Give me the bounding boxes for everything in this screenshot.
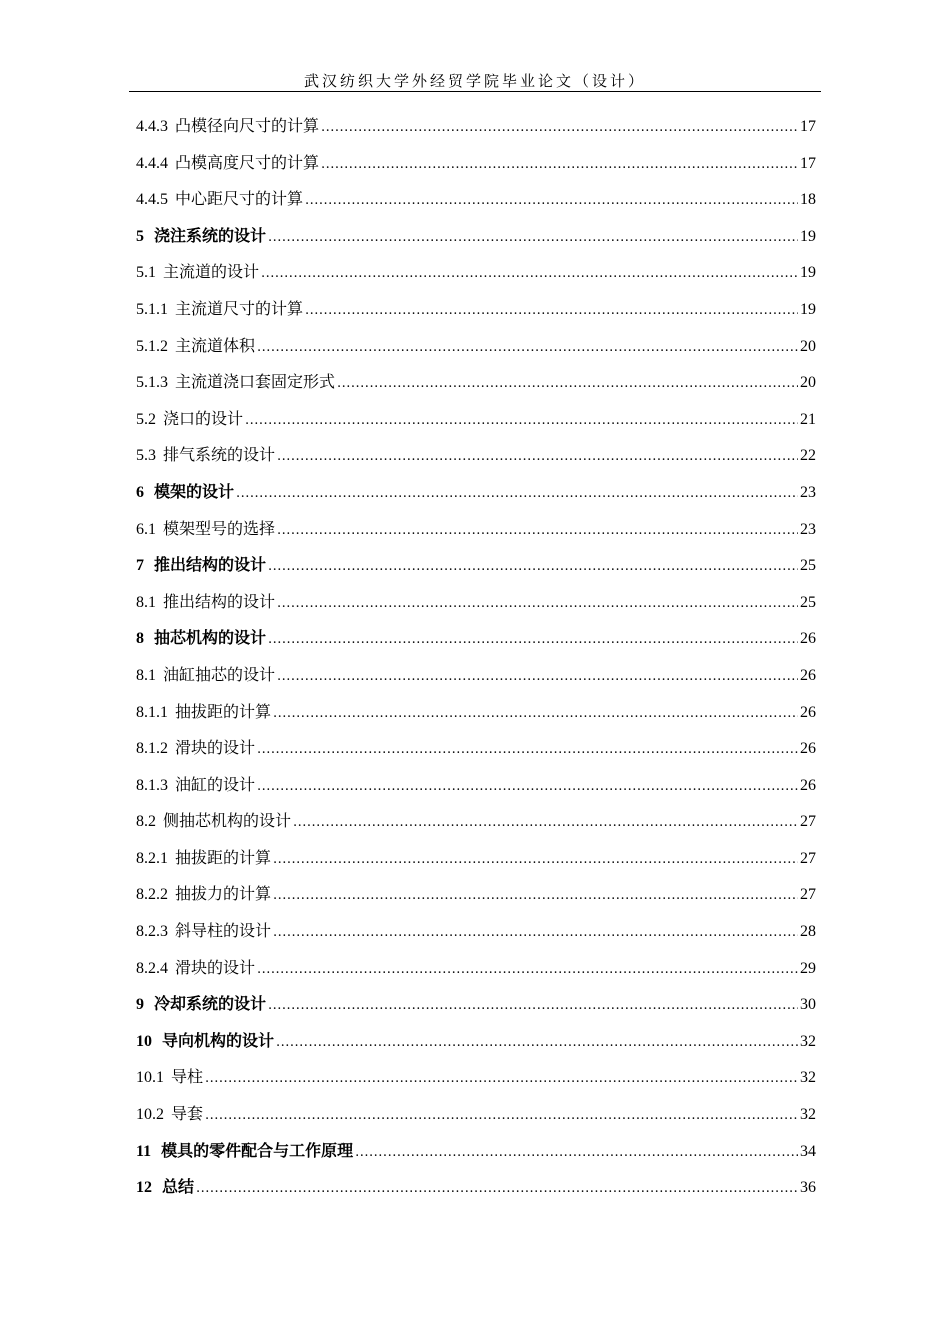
toc-entry-title: 主流道尺寸的计算 bbox=[175, 298, 304, 318]
toc-entry-page-number: 26 bbox=[800, 776, 816, 794]
toc-entry[interactable] bbox=[136, 218, 816, 255]
toc-entry-title: 模架型号的选择 bbox=[163, 518, 276, 538]
toc-entry-number: 5.2 bbox=[136, 410, 156, 428]
toc-entry-page-number: 27 bbox=[800, 886, 816, 904]
toc-dot-leader bbox=[273, 915, 798, 952]
toc-entry-page-number: 26 bbox=[800, 703, 816, 721]
toc-dot-leader bbox=[205, 1061, 798, 1098]
toc-entry-page-number: 30 bbox=[800, 996, 816, 1014]
toc-entry-title: 抽拔力的计算 bbox=[175, 884, 272, 904]
toc-entry-title: 滑块的设计 bbox=[175, 738, 256, 758]
toc-entry-title: 抽芯机构的设计 bbox=[154, 628, 267, 648]
toc-entry[interactable] bbox=[136, 254, 816, 291]
toc-entry[interactable] bbox=[136, 547, 816, 584]
toc-entry-page-number: 18 bbox=[800, 191, 816, 209]
toc-entry[interactable] bbox=[136, 730, 816, 767]
toc-entry-number: 5.1.1 bbox=[136, 300, 168, 318]
toc-entry-page-number: 21 bbox=[800, 410, 816, 428]
toc-entry-page-number: 19 bbox=[800, 264, 816, 282]
toc-entry-number: 10.1 bbox=[136, 1069, 164, 1087]
toc-entry[interactable] bbox=[136, 1133, 816, 1170]
toc-dot-leader bbox=[273, 878, 798, 915]
toc-entry-page-number: 23 bbox=[800, 520, 816, 538]
toc-entry-title: 浇口的设计 bbox=[163, 408, 244, 428]
toc-entry-title: 导向机构的设计 bbox=[162, 1030, 275, 1050]
toc-entry[interactable] bbox=[136, 511, 816, 548]
toc-entry-page-number: 28 bbox=[800, 923, 816, 941]
toc-entry-number: 8.2.1 bbox=[136, 849, 168, 867]
toc-entry-page-number: 26 bbox=[800, 630, 816, 648]
toc-entry-title: 中心距尺寸的计算 bbox=[175, 189, 304, 209]
toc-entry-number: 10 bbox=[136, 1032, 152, 1050]
toc-dot-leader bbox=[268, 549, 798, 586]
toc-entry[interactable] bbox=[136, 767, 816, 804]
toc-entry[interactable] bbox=[136, 620, 816, 657]
toc-entry-number: 11 bbox=[136, 1142, 152, 1160]
toc-entry-page-number: 36 bbox=[800, 1179, 816, 1197]
toc-dot-leader bbox=[245, 403, 798, 440]
toc-dot-leader bbox=[236, 476, 798, 513]
toc-entry-page-number: 32 bbox=[800, 1032, 816, 1050]
toc-dot-leader bbox=[321, 110, 798, 147]
toc-entry[interactable] bbox=[136, 913, 816, 950]
toc-entry[interactable] bbox=[136, 474, 816, 511]
toc-entry-title: 油缸的设计 bbox=[175, 774, 256, 794]
toc-entry[interactable] bbox=[136, 1059, 816, 1096]
toc-entry-title: 冷却系统的设计 bbox=[154, 994, 267, 1014]
toc-entry-number: 5.1 bbox=[136, 264, 156, 282]
toc-entry-number: 10.2 bbox=[136, 1106, 164, 1124]
toc-entry-number: 4.4.4 bbox=[136, 154, 168, 172]
toc-entry-title: 推出结构的设计 bbox=[163, 591, 276, 611]
toc-entry-title: 滑块的设计 bbox=[175, 957, 256, 977]
toc-entry-title: 凸模径向尺寸的计算 bbox=[175, 116, 320, 135]
toc-entry[interactable] bbox=[136, 145, 816, 182]
toc-dot-leader bbox=[337, 366, 798, 403]
toc-entry-title: 抽拔距的计算 bbox=[175, 701, 272, 721]
toc-dot-leader bbox=[257, 732, 798, 769]
toc-entry-page-number: 32 bbox=[800, 1106, 816, 1124]
toc-entry[interactable] bbox=[136, 181, 816, 218]
toc-entry-page-number: 19 bbox=[800, 300, 816, 318]
toc-entry[interactable] bbox=[136, 108, 816, 145]
toc-entry-title: 模架的设计 bbox=[154, 481, 235, 501]
toc-entry[interactable] bbox=[136, 328, 816, 365]
toc-entry-title: 主流道浇口套固定形式 bbox=[175, 372, 336, 392]
toc-entry-page-number: 19 bbox=[800, 227, 816, 245]
toc-entry-number: 7 bbox=[136, 557, 144, 575]
toc-entry-page-number: 17 bbox=[800, 118, 816, 135]
toc-entry-number: 8 bbox=[136, 630, 144, 648]
table-of-contents bbox=[136, 108, 816, 1206]
toc-dot-leader bbox=[277, 586, 798, 623]
toc-entry-title: 总结 bbox=[162, 1177, 195, 1197]
toc-dot-leader bbox=[261, 256, 798, 293]
toc-entry-page-number: 26 bbox=[800, 666, 816, 684]
toc-entry-title: 浇注系统的设计 bbox=[154, 225, 267, 245]
toc-dot-leader bbox=[305, 293, 798, 330]
toc-entry[interactable] bbox=[136, 1023, 816, 1060]
toc-dot-leader bbox=[277, 513, 798, 550]
toc-entry-page-number: 20 bbox=[800, 374, 816, 392]
page-header: 武汉纺织大学外经贸学院毕业论文（设计） bbox=[303, 72, 646, 90]
toc-entry-page-number: 20 bbox=[800, 337, 816, 355]
toc-dot-leader bbox=[277, 439, 798, 476]
toc-entry[interactable] bbox=[136, 803, 816, 840]
toc-entry-title: 斜导柱的设计 bbox=[175, 921, 272, 941]
toc-entry-number: 12 bbox=[136, 1179, 152, 1197]
toc-dot-leader bbox=[268, 220, 798, 257]
toc-entry-number: 6 bbox=[136, 483, 144, 501]
toc-entry[interactable] bbox=[136, 437, 816, 474]
toc-entry-title: 导套 bbox=[171, 1104, 204, 1124]
toc-entry-number: 8.2.4 bbox=[136, 959, 168, 977]
toc-entry-number: 8.1 bbox=[136, 593, 156, 611]
toc-entry-page-number: 34 bbox=[800, 1142, 816, 1160]
toc-dot-leader bbox=[293, 805, 798, 842]
toc-entry-number: 4.4.5 bbox=[136, 191, 168, 209]
toc-dot-leader bbox=[273, 842, 798, 879]
toc-entry-number: 4.4.3 bbox=[136, 118, 168, 135]
toc-entry-title: 导柱 bbox=[171, 1067, 204, 1087]
toc-entry-title: 侧抽芯机构的设计 bbox=[163, 811, 292, 831]
toc-entry[interactable] bbox=[136, 657, 816, 694]
toc-entry[interactable] bbox=[136, 401, 816, 438]
toc-entry-page-number: 27 bbox=[800, 813, 816, 831]
toc-dot-leader bbox=[257, 769, 798, 806]
toc-entry-title: 推出结构的设计 bbox=[154, 555, 267, 575]
header-rule bbox=[129, 91, 821, 92]
toc-dot-leader bbox=[205, 1098, 798, 1135]
toc-entry-page-number: 22 bbox=[800, 447, 816, 465]
toc-entry-page-number: 32 bbox=[800, 1069, 816, 1087]
toc-dot-leader bbox=[268, 622, 798, 659]
toc-entry-title: 主流道的设计 bbox=[163, 262, 260, 282]
toc-entry-page-number: 27 bbox=[800, 849, 816, 867]
toc-entry-number: 6.1 bbox=[136, 520, 156, 538]
toc-entry[interactable] bbox=[136, 876, 816, 913]
toc-entry-number: 8.2 bbox=[136, 813, 156, 831]
toc-entry-title: 模具的零件配合与工作原理 bbox=[161, 1140, 354, 1160]
toc-dot-leader bbox=[273, 696, 798, 733]
toc-dot-leader bbox=[257, 952, 798, 989]
toc-entry[interactable] bbox=[136, 950, 816, 987]
toc-entry[interactable] bbox=[136, 1169, 816, 1206]
toc-entry-page-number: 23 bbox=[800, 483, 816, 501]
toc-entry-number: 8.1.2 bbox=[136, 740, 168, 758]
toc-entry-number: 5 bbox=[136, 227, 144, 245]
toc-entry-number: 5.1.2 bbox=[136, 337, 168, 355]
toc-dot-leader bbox=[196, 1171, 798, 1208]
toc-entry[interactable] bbox=[136, 840, 816, 877]
toc-dot-leader bbox=[257, 330, 798, 367]
toc-entry-page-number: 25 bbox=[800, 593, 816, 611]
toc-entry-title: 抽拔距的计算 bbox=[175, 847, 272, 867]
toc-entry[interactable] bbox=[136, 986, 816, 1023]
toc-dot-leader bbox=[276, 1025, 798, 1062]
toc-entry-number: 5.3 bbox=[136, 447, 156, 465]
toc-entry-number: 8.2.3 bbox=[136, 923, 168, 941]
toc-dot-leader bbox=[277, 659, 798, 696]
toc-entry[interactable] bbox=[136, 291, 816, 328]
toc-entry-title: 主流道体积 bbox=[175, 335, 256, 355]
toc-entry-title: 凸模高度尺寸的计算 bbox=[175, 152, 320, 172]
toc-entry[interactable] bbox=[136, 584, 816, 621]
toc-dot-leader bbox=[321, 147, 798, 184]
toc-entry-number: 8.1 bbox=[136, 666, 156, 684]
toc-entry[interactable] bbox=[136, 694, 816, 731]
toc-entry-page-number: 29 bbox=[800, 959, 816, 977]
toc-entry-page-number: 17 bbox=[800, 154, 816, 172]
toc-entry[interactable] bbox=[136, 1096, 816, 1133]
toc-entry[interactable] bbox=[136, 364, 816, 401]
toc-entry-title: 油缸抽芯的设计 bbox=[163, 664, 276, 684]
toc-entry-page-number: 25 bbox=[800, 557, 816, 575]
toc-dot-leader bbox=[305, 183, 798, 220]
toc-entry-number: 8.1.3 bbox=[136, 776, 168, 794]
toc-entry-number: 8.1.1 bbox=[136, 703, 168, 721]
toc-dot-leader bbox=[268, 988, 798, 1025]
toc-entry-number: 8.2.2 bbox=[136, 886, 168, 904]
toc-entry-number: 5.1.3 bbox=[136, 374, 168, 392]
toc-dot-leader bbox=[355, 1135, 798, 1172]
toc-entry-title: 排气系统的设计 bbox=[163, 445, 276, 465]
toc-entry-number: 9 bbox=[136, 996, 144, 1014]
toc-entry-page-number: 26 bbox=[800, 740, 816, 758]
